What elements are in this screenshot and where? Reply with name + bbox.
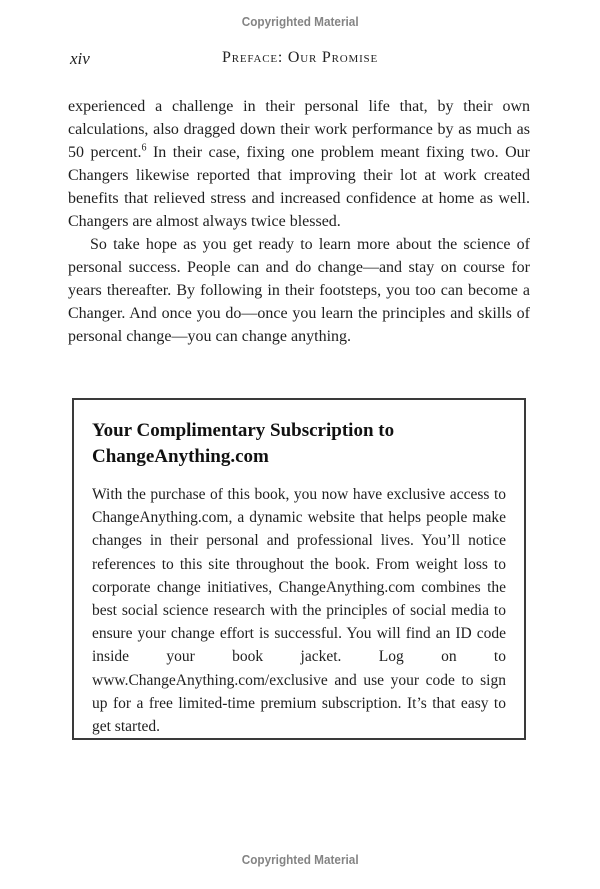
callout-title-line-1: Your Complimentary Subscription to — [92, 420, 395, 441]
copyright-watermark-bottom-text: Copyrighted Material — [241, 853, 359, 867]
body-text — [68, 95, 530, 348]
running-header — [0, 49, 600, 71]
paragraph-1 — [68, 95, 530, 233]
paragraph-2: So take hope as you get ready to learn more about the science of personal success. People can and do change—and stay on course for years thereafter. By following in their footsteps, you too can become a Changer. And once you do—once you learn the principles and skills of personal change—you can change anything. — [68, 236, 530, 345]
subscription-callout-box — [72, 398, 526, 740]
copyright-watermark-top — [0, 15, 600, 29]
page-number: xiv — [70, 49, 90, 68]
paragraph-1-after-note: In their case, fixing one problem meant fixing two. Our Changers likewise reported that improving their lot at work created benefits that relieved stress and increased confidence at home as well. Changers are almost always twice blessed. — [68, 144, 531, 230]
copyright-watermark-top-text: Copyrighted Material — [241, 15, 359, 29]
callout-title-line-2: ChangeAnything.com — [92, 446, 269, 467]
running-title: Preface: Our Promise — [222, 49, 378, 66]
copyright-watermark-bottom — [0, 853, 600, 867]
paragraph-1-before-note: experienced a challenge in their personal life that, by their own calculations, also dragged down their work performance by as much as 50 percent. — [68, 98, 530, 161]
footnote-reference-6: 6 — [141, 142, 147, 154]
callout-body: With the purchase of this book, you now have exclusive access to ChangeAnything.com, a dynamic website that helps people make changes in their personal and professional lives. You’ll notice references to this site throughout the book. From weight loss to corporate change initiatives, ChangeAnything.com combines the best social science research with the principles of social media to ensure your change effort is successful. You will find an ID code inside your book jacket. Log on to www.ChangeAnything.com/exclusive and use your code to sign up for a free limited-time premium subscription. It’s that easy to get started. — [92, 486, 506, 736]
callout-title — [92, 418, 506, 470]
